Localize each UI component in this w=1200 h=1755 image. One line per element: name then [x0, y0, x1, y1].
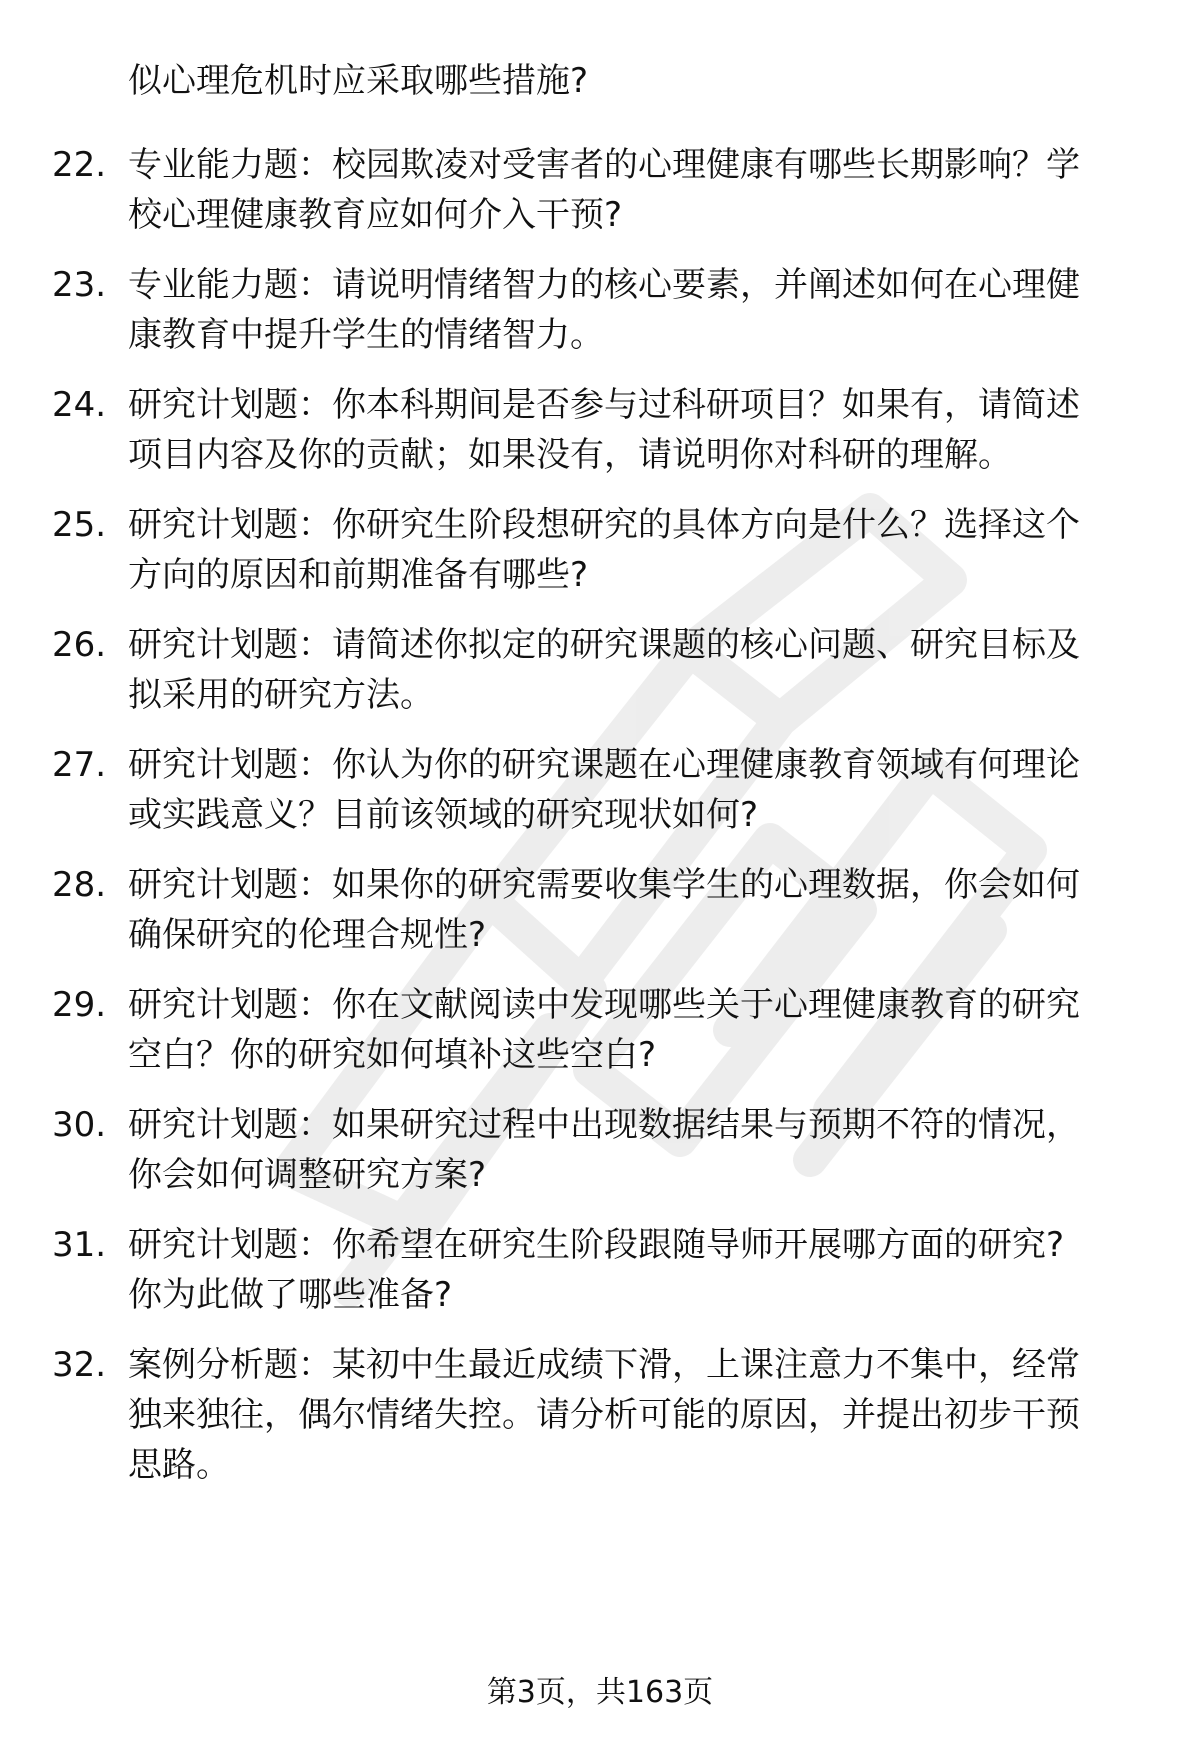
- question-text: [128, 500, 1138, 600]
- question-text-line: 专业能力题：请说明情绪智力的核心要素，并阐述如何在心理健: [128, 265, 1080, 305]
- question-text-line: 你为此做了哪些准备?: [128, 1275, 453, 1315]
- page-footer: 第3页，共163页: [486, 1675, 714, 1710]
- question-text: [128, 980, 1138, 1080]
- continuation-line: 似心理危机时应采取哪些措施?: [128, 61, 589, 101]
- question-text-line: 确保研究的伦理合规性?: [128, 915, 487, 955]
- question-text: [128, 1220, 1138, 1320]
- question-text-line: 研究计划题：如果你的研究需要收集学生的心理数据，你会如何: [128, 865, 1080, 905]
- question-text-line: 研究计划题：你在文献阅读中发现哪些关于心理健康教育的研究: [128, 985, 1080, 1025]
- question-text-line: 研究计划题：请简述你拟定的研究课题的核心问题、研究目标及: [128, 625, 1080, 665]
- question-text-line: 项目内容及你的贡献；如果没有，请说明你对科研的理解。: [128, 435, 1012, 475]
- question-text-line: 独来独往，偶尔情绪失控。请分析可能的原因，并提出初步干预: [128, 1395, 1080, 1435]
- question-number: 24.: [52, 385, 107, 425]
- question-text-line: 空白？你的研究如何填补这些空白?: [128, 1035, 657, 1075]
- question-text-line: 或实践意义？目前该领域的研究现状如何?: [128, 795, 759, 835]
- question-text-line: 你会如何调整研究方案?: [128, 1155, 487, 1195]
- question-number: 28.: [52, 865, 107, 905]
- question-text: [128, 620, 1138, 720]
- question-number: 25.: [52, 505, 107, 545]
- question-text: [128, 260, 1138, 360]
- question-text: [128, 380, 1138, 480]
- question-text: [128, 740, 1138, 840]
- question-text: [128, 1340, 1138, 1490]
- question-text: [128, 860, 1138, 960]
- question-text-line: 研究计划题：你本科期间是否参与过科研项目？如果有，请简述: [128, 385, 1080, 425]
- question-text-line: 专业能力题：校园欺凌对受害者的心理健康有哪些长期影响？学: [128, 145, 1080, 185]
- question-text-line: 研究计划题：如果研究过程中出现数据结果与预期不符的情况，: [128, 1105, 1080, 1145]
- question-text-line: 康教育中提升学生的情绪智力。: [128, 315, 604, 355]
- question-text-line: 案例分析题：某初中生最近成绩下滑，上课注意力不集中，经常: [128, 1345, 1080, 1385]
- question-text-line: 拟采用的研究方法。: [128, 675, 434, 715]
- question-text: [128, 140, 1138, 240]
- question-number: 27.: [52, 745, 107, 785]
- question-text-line: 研究计划题：你认为你的研究课题在心理健康教育领域有何理论: [128, 745, 1080, 785]
- question-number: 23.: [52, 265, 107, 305]
- question-number: 30.: [52, 1105, 107, 1145]
- question-text-line: 方向的原因和前期准备有哪些?: [128, 555, 589, 595]
- question-number: 26.: [52, 625, 107, 665]
- question-number: 32.: [52, 1345, 107, 1385]
- question-text-line: 研究计划题：你希望在研究生阶段跟随导师开展哪方面的研究?: [128, 1225, 1065, 1265]
- question-number: 29.: [52, 985, 107, 1025]
- question-text-line: 研究计划题：你研究生阶段想研究的具体方向是什么？选择这个: [128, 505, 1080, 545]
- question-text-line: 校心理健康教育应如何介入干预?: [128, 195, 623, 235]
- question-number: 31.: [52, 1225, 107, 1265]
- question-text: [128, 1100, 1138, 1200]
- question-number: 22.: [52, 145, 107, 185]
- question-text-line: 思路。: [128, 1445, 230, 1485]
